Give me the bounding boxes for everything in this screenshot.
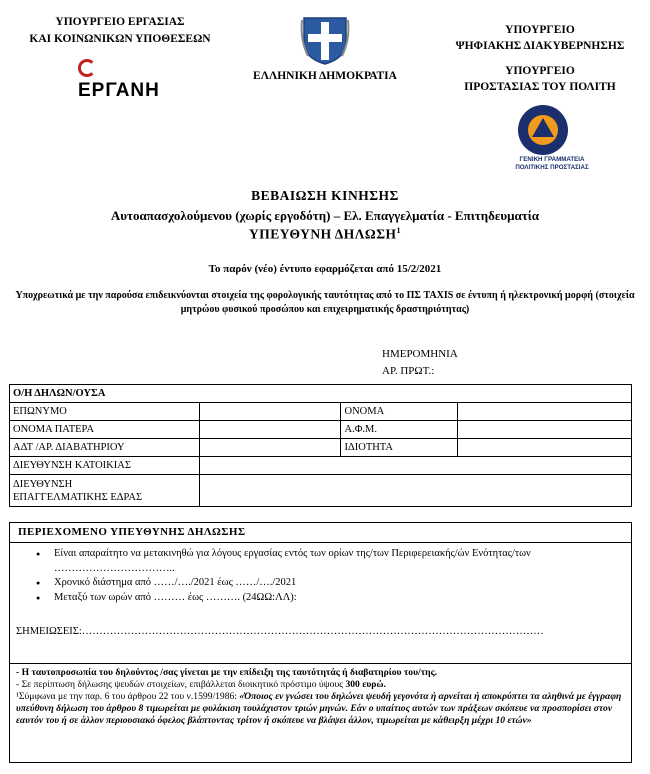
identity-verification-note: - Η ταυτοπροσωπία του δηλούντος /σας γίνεται με την επίδειξη της ταυτότητάς ή διαβατηρίου του/της. — [16, 667, 438, 678]
date-label: ΗΜΕΡΟΜΗΝΙΑ — [382, 348, 458, 360]
declaration-title-text: ΥΠΕΥΘΥΝΗ ΔΗΛΩΣΗ — [248, 226, 397, 242]
id-passport-label: ΑΔΤ /ΑΡ. ΔΙΑΒΑΤΗΡΙΟΥ — [10, 439, 200, 457]
document-title: ΒΕΒΑΙΩΣΗ ΚΙΝΗΣΗΣ — [251, 188, 399, 203]
left-ministry-line-1: ΥΠΟΥΡΓΕΙΟ ΕΡΓΑΣΙΑΣ — [55, 16, 185, 28]
legal-footnote-quote: «Όποιος εν γνώσει του δηλώνει ψευδή γεγονότα ή αρνείται ή αποκρύπτει τα αληθινά με έγγραφη υπεύθυνη δήλωση του άρθρου 8 τιμωρείται με φυλάκιση τουλάχιστον τριών μηνών. Εάν ο υπαίτιος αυτών των πράξεων σκόπευε να προσπορίσει στον εαυτόν του ή σε άλλον περιουσιακό όφελος βλάπτοντας τρίτον ή σκόπευε να βλάψει άλλον, τιμωρείται με κάθειρξη μέχρι 10 ετών» — [16, 691, 622, 726]
civil-protection-line-1: ΓΕΝΙΚΗ ΓΡΑΜΜΑΤΕΙΑ — [519, 156, 585, 163]
declaration-title — [0, 226, 650, 243]
digital-governance-ministry — [440, 22, 640, 54]
bullet-time-period[interactable]: ● Χρονικό διάστημα από ……/…./2021 έως ……/…./2021 — [36, 576, 621, 591]
business-address-label-line-1: ΔΙΕΥΘΥΝΣΗ — [13, 478, 73, 490]
business-address-field[interactable] — [199, 475, 631, 507]
protocol-number-label: ΑΡ. ΠΡΩΤ.: — [382, 365, 435, 377]
name-label: ΟΝΟΜΑ — [341, 403, 458, 421]
citizen-protection-ministry — [440, 63, 640, 95]
home-address-label: ΔΙΕΥΘΥΝΣΗ ΚΑΤΟΙΚΙΑΣ — [10, 457, 200, 475]
declarant-section-header: Ο/Η ΔΗΛΩΝ/ΟΥΣΑ — [10, 385, 632, 403]
bullet-movement-area[interactable]: ● Είναι απαραίτητο να μετακινηθώ για λόγους εργασίας εντός των ορίων της/των Περιφερειακής/ών Ενότητας/των …………………………….. — [36, 547, 621, 576]
fine-amount: 300 ευρώ. — [345, 679, 386, 690]
capacity-field[interactable] — [458, 439, 632, 457]
left-ministry-name — [18, 14, 222, 48]
document-subtitle: Αυτοαπασχολούμενου (χωρίς εργοδότη) – Ελ. Επαγγελματία - Επιτηδευματία — [110, 208, 540, 223]
fine-note-text: - Σε περίπτωση δήλωσης ψευδών στοιχείων, επιβάλλεται διοικητικό πρόστιμο ύψους — [16, 679, 346, 690]
afm-label: Α.Φ.Μ. — [341, 421, 458, 439]
effective-date-note: Το παρόν (νέο) έντυπο εφαρμόζεται από 15/2/2021 — [208, 263, 442, 275]
legal-footnote — [16, 691, 625, 727]
afm-field[interactable] — [458, 421, 632, 439]
capacity-label: ΙΔΙΟΤΗΤΑ — [341, 439, 458, 457]
business-address-label — [10, 475, 200, 507]
notes-field[interactable]: ΣΗΜΕΙΩΣΕΙΣ:…………………………………………………………………………………………………………………… — [16, 626, 544, 637]
surname-label: ΕΠΩΝΥΜΟ — [10, 403, 200, 421]
fine-note — [16, 679, 625, 691]
civil-protection-logo-icon — [517, 104, 569, 156]
civil-protection-line-2: ΠΟΛΙΤΙΚΗΣ ΠΡΟΣΤΑΣΙΑΣ — [515, 164, 589, 171]
republic-name: ΕΛΛΗΝΙΚΗ ΔΗΜΟΚΡΑΤΙΑ — [253, 70, 397, 82]
intro-instructions: Υποχρεωτικά με την παρούσα επιδεικνύονται στοιχεία της φορολογικής ταυτότητας από το ΠΣ TAXIS σε έντυπη ή ηλεκτρονική μορφή (στοιχεία μητρώου φυσικού προσώπου και επιχειρηματικής δραστηριότητας) — [15, 290, 635, 315]
digital-ministry-line-2: ΨΗΦΙΑΚΗΣ ΔΙΑΚΥΒΕΡΝΗΣΗΣ — [455, 40, 625, 52]
bullet-hours[interactable]: ● Μεταξύ των ωρών από ……… έως ………. (24ΩΩ:ΛΛ): — [36, 591, 621, 606]
citizen-ministry-line-1: ΥΠΟΥΡΓΕΙΟ — [505, 65, 575, 77]
greek-coat-of-arms-icon — [298, 10, 352, 66]
left-ministry-line-2: ΚΑΙ ΚΟΙΝΩΝΙΚΩΝ ΥΠΟΘΕΣΕΩΝ — [29, 33, 211, 45]
declaration-content-box — [9, 522, 632, 763]
ergani-logo-mark-icon — [78, 59, 96, 77]
id-passport-field[interactable] — [199, 439, 341, 457]
digital-ministry-line-1: ΥΠΟΥΡΓΕΙΟ — [505, 24, 575, 36]
business-address-label-line-2: ΕΠΑΓΓΕΛΜΑΤΙΚΗΣ ΕΔΡΑΣ — [13, 491, 143, 503]
civil-protection-text — [500, 156, 604, 172]
citizen-ministry-line-2: ΠΡΟΣΤΑΣΙΑΣ ΤΟΥ ΠΟΛΙΤΗ — [464, 81, 616, 93]
declarant-form-table — [9, 384, 632, 507]
legal-footnote-intro: ¹Σύμφωνα με την παρ. 6 του άρθρου 22 του ν.1599/1986: — [16, 691, 240, 702]
surname-field[interactable] — [199, 403, 341, 421]
ergani-logo — [78, 58, 168, 101]
ergani-logo-text: ΕΡΓΑΝΗ — [78, 80, 160, 101]
father-name-field[interactable] — [199, 421, 341, 439]
legal-footer — [10, 663, 631, 763]
content-bullet-list — [36, 547, 621, 605]
content-section-title: ΠΕΡΙΕΧΟΜΕΝΟ ΥΠΕΥΘΥΝΗΣ ΔΗΛΩΣΗΣ — [10, 523, 631, 543]
footnote-marker: 1 — [396, 226, 402, 235]
home-address-field[interactable] — [199, 457, 631, 475]
father-name-label: ΟΝΟΜΑ ΠΑΤΕΡΑ — [10, 421, 200, 439]
name-field[interactable] — [458, 403, 632, 421]
